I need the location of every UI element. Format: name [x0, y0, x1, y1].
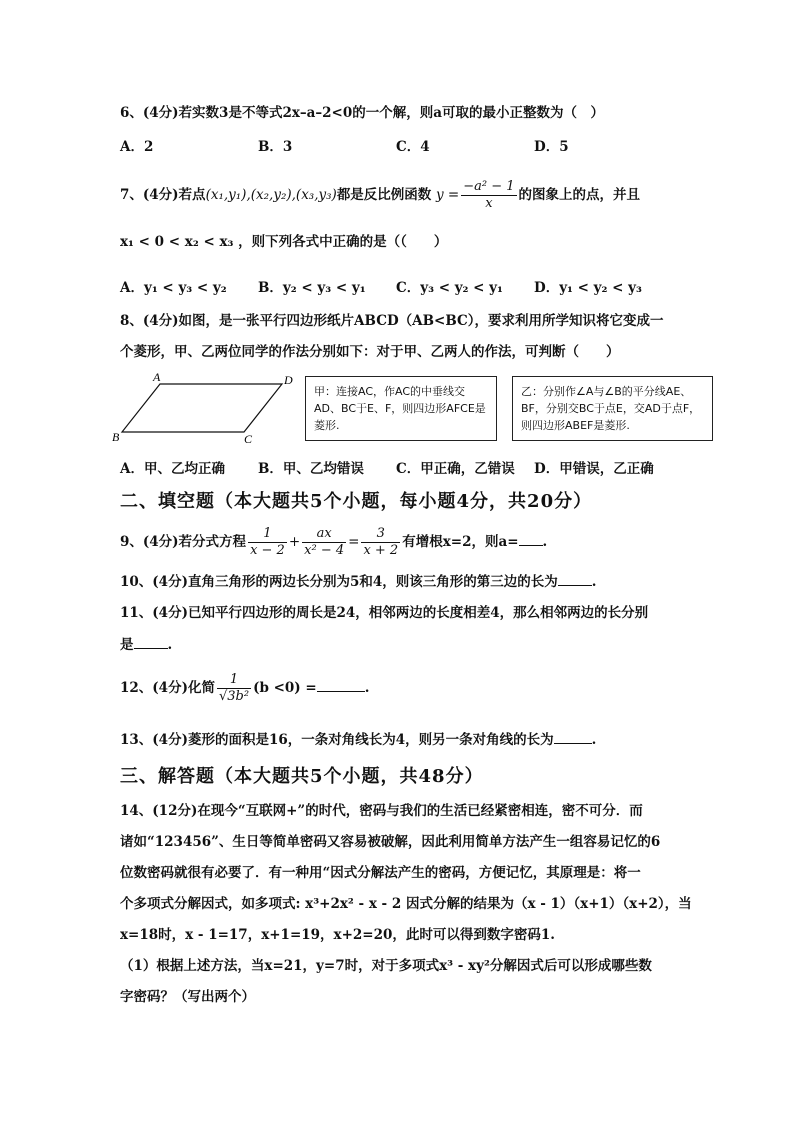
- q7-option-d: D．y₁ < y₂ < y₃: [534, 280, 642, 296]
- q9-f1-denominator: x − 2: [250, 543, 285, 558]
- label-c: C: [244, 432, 253, 446]
- question-14-line-2: 诸如“123456”、生日等简单密码又容易被破解，因此利用简单方法产生一组容易记忆的6: [120, 834, 661, 850]
- q10-text: 10、(4分)直角三角形的两边长分别为5和4，则该三角形的第三边的长为: [120, 574, 558, 590]
- q9-equals: =: [348, 534, 360, 550]
- q9-suffix: 有增根x=2，则a=: [402, 534, 519, 550]
- q13-answer-blank[interactable]: [554, 729, 592, 744]
- q7-points: (x₁,y₁),(x₂,y₂),(x₃,y₃): [205, 187, 337, 203]
- q9-prefix: 9、(4分)若分式方程: [120, 534, 247, 550]
- q9-end: .: [542, 534, 548, 550]
- question-12: 12、(4分)化简 $\frac{1}{\text{√3b²}}$ (b <0) = .: [120, 672, 370, 704]
- q6-option-d: D．5: [534, 139, 569, 155]
- q7-option-c: C．y₃ < y₂ < y₁: [396, 280, 503, 296]
- parallelogram-abcd: [122, 384, 282, 432]
- q7-func-lhs: y =: [436, 187, 460, 203]
- q9-f2-numerator: ax: [302, 526, 346, 543]
- q7-fraction: [461, 179, 516, 212]
- question-7-line-2: x₁ < 0 < x₂ < x₃ ，则下列各式中正确的是（（ ）: [120, 234, 448, 250]
- q9-plus: +: [288, 534, 301, 550]
- q7-func-denominator: x: [485, 196, 493, 211]
- question-14-line-6: （1）根据上述方法，当x=21，y=7时，对于多项式x³ - xy²分解因式后可以形成哪些数: [120, 958, 652, 974]
- q7-mid: 都是反比例函数: [336, 187, 432, 203]
- q7-prefix: 7、(4分)若点: [120, 187, 206, 203]
- question-10: 10、(4分)直角三角形的两边长分别为5和4，则该三角形的第三边的长为 .: [120, 571, 596, 592]
- q6-option-a: A．2: [120, 139, 154, 155]
- q12-prefix: 12、(4分)化简: [120, 680, 215, 696]
- question-14-line-3: 位数密码就很有必要了．有一种用“因式分解法产生的密码，方便记忆，其原理是：将一: [120, 865, 641, 881]
- question-11-line-1: 11、(4分)已知平行四边形的周长是24，相邻两边的长度相差4，那么相邻两边的长分别: [120, 605, 649, 621]
- q11-line-2-text: 是: [120, 637, 134, 653]
- question-13: 13、(4分)菱形的面积是16，一条对角线长为4，则另一条对角线的长为 .: [120, 729, 596, 750]
- question-8-line-2: 个菱形，甲、乙两位同学的作法分别如下：对于甲、乙两人的作法，可判断（ ）: [120, 344, 620, 360]
- q9-fraction-3: [361, 526, 400, 559]
- q9-f3-denominator: x + 2: [363, 543, 399, 558]
- q8-option-b: B．甲、乙均错误: [258, 461, 364, 477]
- q7-suffix: 的图象上的点，并且: [518, 187, 641, 203]
- section-3-heading: 三、解答题（本大题共5个小题，共48分）: [120, 766, 484, 787]
- q12-answer-blank[interactable]: [317, 677, 365, 692]
- method-jia-box: 甲：连接AC，作AC的中垂线交AD、BC于E、F，则四边形AFCE是菱形.: [305, 376, 497, 441]
- q11-answer-blank[interactable]: [134, 634, 168, 649]
- q7-option-a: A．y₁ < y₃ < y₂: [120, 280, 227, 296]
- q9-fraction-2: [302, 526, 346, 559]
- label-d: D: [284, 373, 293, 387]
- q12-fraction: [217, 672, 251, 705]
- parallelogram-figure: [110, 366, 300, 448]
- question-8-line-1: 8、(4分)如图，是一张平行四边形纸片ABCD（AB<BC），要求利用所学知识将它变成一: [120, 313, 664, 329]
- q6-option-b: B．3: [258, 139, 293, 155]
- label-b: B: [112, 430, 120, 444]
- section-2-heading: 二、填空题（本大题共5个小题，每小题4分，共20分）: [120, 491, 593, 512]
- q9-f3-numerator: 3: [361, 526, 400, 543]
- label-a: A: [153, 370, 161, 384]
- q8-option-a: A．甲、乙均正确: [120, 461, 225, 477]
- q8-option-c: C．甲正确，乙错误: [396, 461, 515, 477]
- q12-suffix: (b <0) =: [253, 680, 317, 696]
- question-6-text: 6、(4分)若实数3是不等式2x–a–2<0的一个解，则a可取的最小正整数为（ ）: [120, 105, 604, 121]
- q10-answer-blank[interactable]: [558, 571, 592, 586]
- q9-fraction-1: [248, 526, 287, 559]
- q7-func-numerator: −a² − 1: [463, 179, 515, 194]
- q12-numerator: 1: [217, 672, 251, 689]
- method-yi-box: 乙：分别作∠A与∠B的平分线AE、BF，分别交BC于点E，交AD于点F，则四边形ABEF是菱形.: [512, 376, 713, 441]
- q12-denominator: √3b²: [218, 689, 250, 704]
- q9-f2-denominator: x² − 4: [304, 543, 345, 558]
- question-14-line-5: x=18时，x - 1=17，x+1=19，x+2=20，此时可以得到数字密码1.: [120, 927, 555, 943]
- question-9: [120, 524, 547, 560]
- q9-f1-numerator: 1: [248, 526, 287, 543]
- question-14-line-1: 14、(12分)在现今“互联网+”的时代，密码与我们的生活已经紧密相连，密不可分．而: [120, 803, 643, 819]
- question-11-line-2: 是 .: [120, 634, 172, 655]
- question-14-line-4: 个多项式分解因式，如多项式: x³+2x² - x - 2 因式分解的结果为（x - 1）（x+1）（x+2），当: [120, 896, 692, 912]
- question-7-line-1: [120, 178, 640, 212]
- q6-option-c: C．4: [396, 139, 430, 155]
- q9-answer-blank[interactable]: [519, 531, 543, 546]
- question-14-line-7: 字密码？（写出两个）: [120, 989, 255, 1005]
- q7-option-b: B．y₂ < y₃ < y₁: [258, 280, 366, 296]
- q13-text: 13、(4分)菱形的面积是16，一条对角线长为4，则另一条对角线的长为: [120, 732, 554, 748]
- q8-option-d: D．甲错误，乙正确: [534, 461, 654, 477]
